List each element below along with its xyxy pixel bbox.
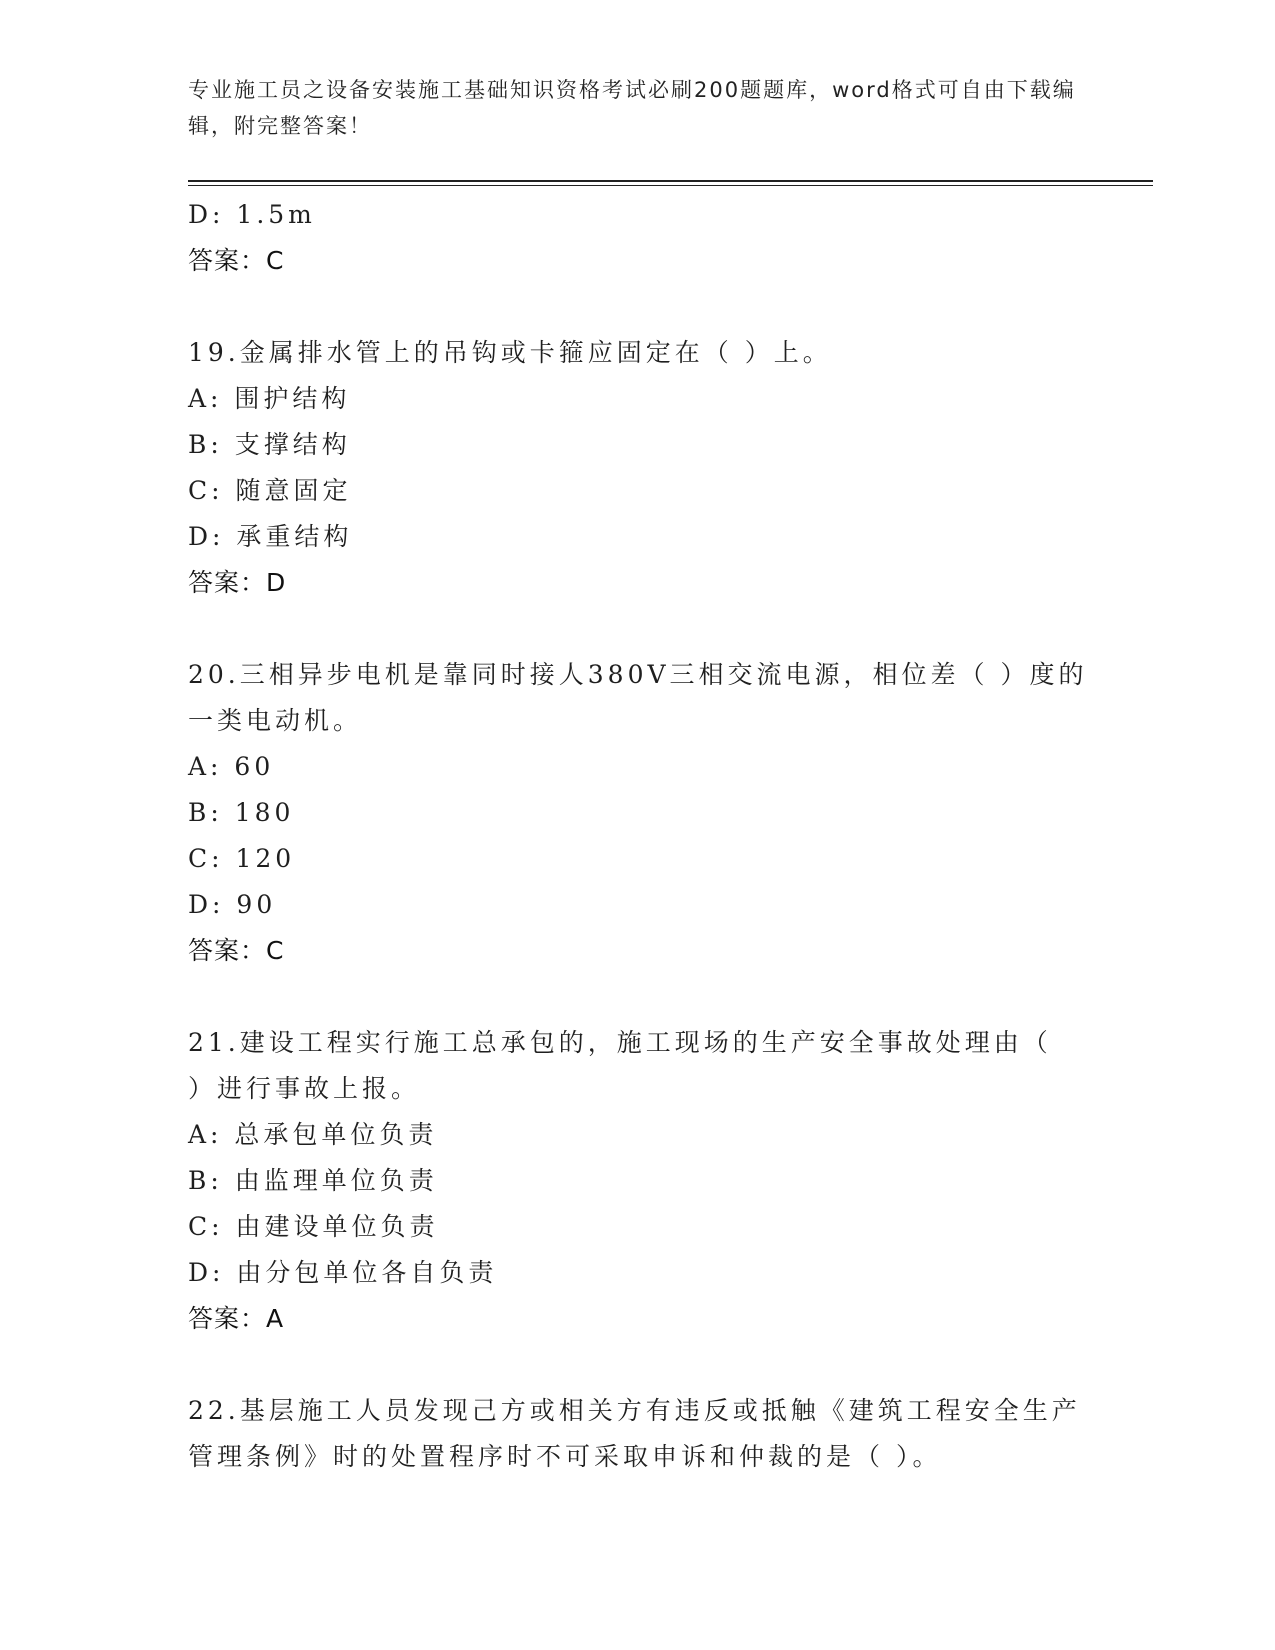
spacer [188,284,1088,330]
question-20 [188,652,1088,974]
option-c: C: 120 [188,844,296,873]
answer: 答案：D [188,568,287,597]
question-stem-line-1: 20.三相异步电机是靠同时接人380V三相交流电源，相位差（ ）度的 [188,660,1088,689]
spacer [188,1342,1088,1388]
option-a: A: 围护结构 [188,384,351,413]
option-b: B: 由监理单位负责 [188,1166,438,1195]
question-stem-line-2: 管理条例》时的处置程序时不可采取申诉和仲裁的是（ ）。 [188,1442,942,1471]
option-d: D: 由分包单位各自负责 [188,1258,498,1287]
question-stem-line-1: 22.基层施工人员发现己方或相关方有违反或抵触《建筑工程安全生产 [188,1396,1081,1425]
spacer [188,606,1088,652]
answer: 答案：C [188,936,285,965]
question-stem-line-2: 一类电动机。 [188,706,363,735]
option-c: C: 由建设单位负责 [188,1212,439,1241]
option-b: B: 支撑结构 [188,430,351,459]
option-d: D: 90 [188,890,277,919]
header-rule-thick [188,180,1153,182]
option-c: C: 随意固定 [188,476,352,505]
question-19 [188,330,1088,606]
question-stem-line-2: ）进行事故上报。 [188,1074,421,1103]
option-d: D: 承重结构 [188,522,353,551]
prev-answer: 答案：C [188,246,285,275]
document-body [188,192,1088,1480]
option-a: A: 60 [188,752,275,781]
question-stem: 19.金属排水管上的吊钩或卡箍应固定在（ ）上。 [188,338,832,367]
option-a: A: 总承包单位负责 [188,1120,438,1149]
question-stem-line-1: 21.建设工程实行施工总承包的，施工现场的生产安全事故处理由（ [188,1028,1052,1057]
question-22 [188,1388,1088,1480]
document-header: 专业施工员之设备安装施工基础知识资格考试必刷200题题库，word格式可自由下载编辑，附完整答案！ [188,78,1076,138]
prev-option-d: D: 1.5m [188,200,316,229]
question-21 [188,1020,1088,1342]
option-b: B: 180 [188,798,295,827]
spacer [188,974,1088,1020]
answer: 答案：A [188,1304,285,1333]
header-rule-thin [188,185,1153,186]
